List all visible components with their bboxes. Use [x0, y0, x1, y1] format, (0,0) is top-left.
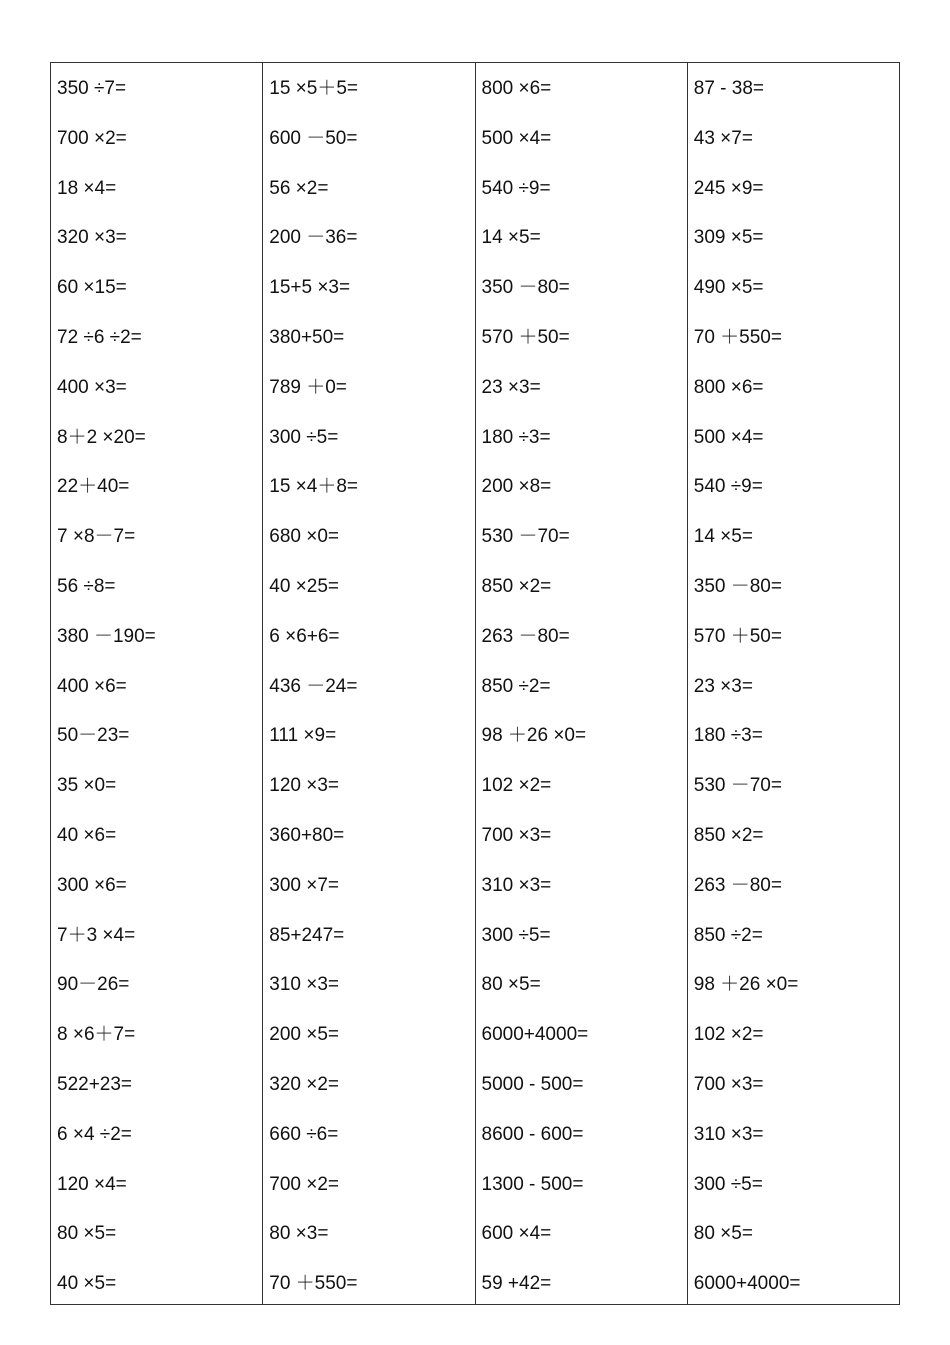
math-problem: 60 ×15=: [57, 277, 127, 299]
math-problem: 6 ×4 ÷2=: [57, 1123, 132, 1145]
math-problem: 850 ÷2=: [693, 924, 763, 946]
worksheet-column-3: [476, 63, 688, 1304]
math-problem: 200 ×5=: [269, 1024, 339, 1046]
math-problem: 56 ×2=: [269, 177, 329, 199]
math-problem: 263 －80=: [693, 874, 782, 896]
math-problem: 102 ×2=: [481, 775, 552, 797]
math-problem: 1300 - 500=: [481, 1173, 584, 1195]
math-problem: 43 ×7=: [693, 127, 753, 149]
worksheet-column-4: [688, 63, 899, 1304]
math-problem: 680 ×0=: [269, 526, 339, 548]
math-problem: 35 ×0=: [57, 775, 117, 797]
math-problem: 6 ×6+6=: [269, 625, 340, 647]
math-problem: 15 ×5＋5=: [269, 78, 358, 99]
math-problem: 400 ×3=: [57, 376, 127, 398]
math-problem: 200 ×8=: [481, 476, 552, 498]
math-problem: 789 ＋0=: [269, 376, 347, 398]
math-problem: 40 ×6=: [57, 824, 117, 846]
math-problem: 310 ×3=: [481, 874, 552, 896]
math-problem: 600 ×4=: [481, 1223, 552, 1245]
math-problem: 700 ×2=: [269, 1173, 339, 1195]
math-problem: 40 ×5=: [57, 1273, 117, 1295]
math-problem: 7＋3 ×4=: [57, 924, 136, 946]
math-problem: 310 ×3=: [269, 974, 339, 996]
math-problem: 570 ＋50=: [693, 625, 782, 647]
math-problem: 50－23=: [57, 725, 130, 747]
math-problem: 263 －80=: [481, 625, 570, 647]
math-problem: 300 ×6=: [57, 874, 127, 896]
math-problem: 7 ×8－7=: [57, 526, 136, 548]
math-problem: 70 ＋550=: [693, 326, 782, 348]
math-problem: 90－26=: [57, 974, 130, 996]
math-problem: 300 ÷5=: [269, 426, 339, 448]
math-problem: 18 ×4=: [57, 177, 117, 199]
worksheet-column-2: [263, 63, 475, 1304]
math-problem: 350 －80=: [481, 277, 570, 299]
math-problem: 8 ×6＋7=: [57, 1024, 136, 1046]
math-problem: 300 ÷5=: [481, 924, 551, 946]
math-problem: 85+247=: [269, 924, 345, 946]
math-problem: 380+50=: [269, 326, 345, 348]
math-problem: 180 ÷3=: [693, 725, 763, 747]
math-problem: 15+5 ×3=: [269, 277, 351, 299]
math-problem: 14 ×5=: [693, 526, 753, 548]
math-problem: 540 ÷9=: [481, 177, 551, 199]
math-problem: 102 ×2=: [693, 1024, 764, 1046]
math-problem: 40 ×25=: [269, 575, 339, 597]
math-problem: 320 ×2=: [269, 1073, 339, 1095]
math-problem: 98 ＋26 ×0=: [693, 974, 799, 996]
math-problem: 300 ÷5=: [693, 1173, 763, 1195]
math-problem: 850 ×2=: [693, 824, 764, 846]
math-problem: 111 ×9=: [269, 725, 337, 747]
math-problem: 540 ÷9=: [693, 476, 763, 498]
math-problem: 80 ×5=: [693, 1223, 753, 1245]
math-problem: 14 ×5=: [481, 227, 541, 249]
math-problem: 700 ×3=: [481, 824, 552, 846]
math-problem: 600 －50=: [269, 127, 358, 149]
math-problem: 15 ×4＋8=: [269, 476, 358, 498]
math-problem: 8600 - 600=: [481, 1123, 584, 1145]
math-problem: 80 ×5=: [57, 1223, 117, 1245]
math-problem: 530 －70=: [481, 526, 570, 548]
math-problem: 80 ×3=: [269, 1223, 329, 1245]
math-problem: 309 ×5=: [693, 227, 764, 249]
math-problem: 320 ×3=: [57, 227, 127, 249]
math-problem: 500 ×4=: [481, 127, 552, 149]
math-problem: 6000+4000=: [693, 1273, 801, 1295]
math-problem: 87 - 38=: [693, 78, 764, 99]
math-problem: 6000+4000=: [481, 1024, 589, 1046]
math-problem: 245 ×9=: [693, 177, 764, 199]
math-problem: 200 －36=: [269, 227, 358, 249]
math-problem: 400 ×6=: [57, 675, 127, 697]
math-problem: 72 ÷6 ÷2=: [57, 326, 142, 348]
math-problem: 360+80=: [269, 824, 345, 846]
math-problem: 850 ÷2=: [481, 675, 551, 697]
math-problem: 23 ×3=: [693, 675, 753, 697]
math-problem: 490 ×5=: [693, 277, 764, 299]
math-problem: 850 ×2=: [481, 575, 552, 597]
math-problem: 56 ÷8=: [57, 575, 116, 597]
math-problem: 800 ×6=: [693, 376, 764, 398]
math-problem: 70 ＋550=: [269, 1273, 358, 1295]
math-problem: 350 ÷7=: [57, 78, 127, 99]
math-problem: 98 ＋26 ×0=: [481, 725, 587, 747]
math-problem: 300 ×7=: [269, 874, 339, 896]
math-problem: 59 +42=: [481, 1273, 552, 1295]
math-problem: 700 ×2=: [57, 127, 127, 149]
math-problem: 5000 - 500=: [481, 1073, 584, 1095]
math-problem: 310 ×3=: [693, 1123, 764, 1145]
math-problem: 80 ×5=: [481, 974, 541, 996]
math-problem: 380 －190=: [57, 625, 156, 647]
math-problem: 530 －70=: [693, 775, 782, 797]
math-problem: 120 ×3=: [269, 775, 339, 797]
math-problem: 180 ÷3=: [481, 426, 551, 448]
math-problem: 22＋40=: [57, 476, 130, 498]
arithmetic-worksheet-table: [50, 62, 900, 1305]
math-problem: 8＋2 ×20=: [57, 426, 146, 448]
math-problem: 800 ×6=: [481, 78, 552, 99]
math-problem: 120 ×4=: [57, 1173, 127, 1195]
math-problem: 522+23=: [57, 1073, 133, 1095]
math-problem: 436 －24=: [269, 675, 358, 697]
math-problem: 23 ×3=: [481, 376, 541, 398]
math-problem: 700 ×3=: [693, 1073, 764, 1095]
math-problem: 660 ÷6=: [269, 1123, 339, 1145]
math-problem: 350 －80=: [693, 575, 782, 597]
worksheet-column-1: [51, 63, 263, 1304]
math-problem: 500 ×4=: [693, 426, 764, 448]
math-problem: 570 ＋50=: [481, 326, 570, 348]
